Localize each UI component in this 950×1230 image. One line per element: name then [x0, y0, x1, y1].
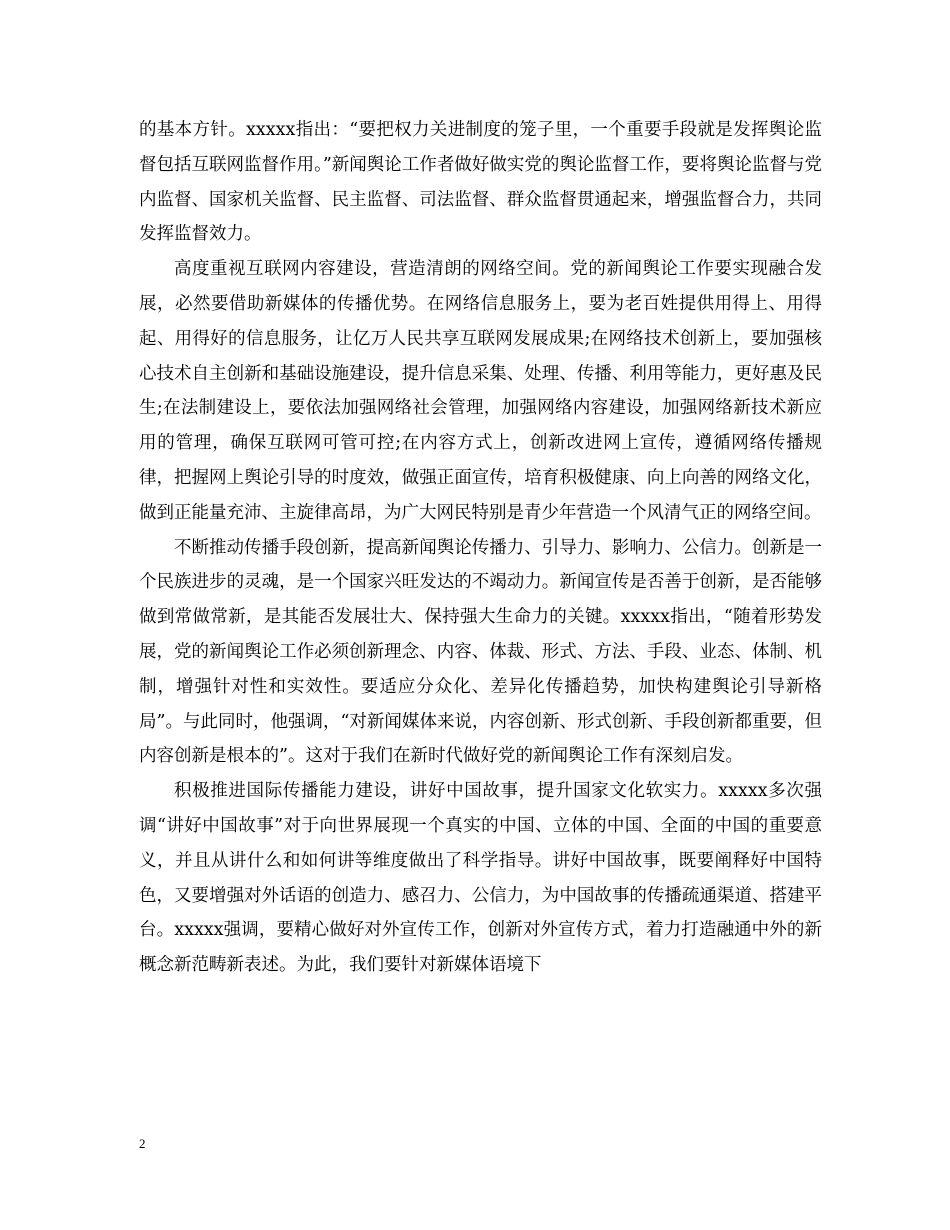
document-body [139, 113, 822, 983]
paragraph-1: 的基本方针。xxxxx指出：“要把权力关进制度的笼子里，一个重要手段就是发挥舆论监督包括互联网监督作用。”新闻舆论工作者做好做实党的舆论监督工作，要将舆论监督与党内监督、国家机关监督、民主监督、司法监督、群众监督贯通起来，增强监督合力，共同发挥监督效力。 [139, 120, 822, 245]
paragraph-4: 积极推进国际传播能力建设，讲好中国故事，提升国家文化软实力。xxxxx多次强调“讲好中国故事”对于向世界展现一个真实的中国、立体的中国、全面的中国的重要意义，并且从讲什么和如何讲等维度做出了科学指导。讲好中国故事，既要阐释好中国特色，又要增强对外话语的创造力、感召力、公信力，为中国故事的传播疏通渠道、搭建平台。xxxxx强调，要精心做好对外宣传工作，创新对外宣传方式，着力打造融通中外的新概念新范畴新表述。为此，我们要针对新媒体语境下 [139, 781, 822, 976]
paragraph-3: 不断推动传播手段创新，提高新闻舆论传播力、引导力、影响力、公信力。创新是一个民族进步的灵魂，是一个国家兴旺发达的不竭动力。新闻宣传是否善于创新，是否能够做到常做常新，是其能否发展壮大、保持强大生命力的关键。xxxxx指出，“随着形势发展，党的新闻舆论工作必须创新理念、内容、体裁、形式、方法、手段、业态、体制、机制，增强针对性和实效性。要适应分众化、差异化传播趋势，加快构建舆论引导新格局”。与此同时，他强调，“对新闻媒体来说，内容创新、形式创新、手段创新都重要，但内容创新是根本的”。这对于我们在新时代做好党的新闻舆论工作有深刻启发。 [139, 537, 822, 767]
page-number: 2 [139, 1136, 146, 1151]
paragraph-2: 高度重视互联网内容建设，营造清朗的网络空间。党的新闻舆论工作要实现融合发展，必然要借助新媒体的传播优势。在网络信息服务上，要为老百姓提供用得上、用得起、用得好的信息服务，让亿万人民共享互联网发展成果;在网络技术创新上，要加强核心技术自主创新和基础设施建设，提升信息采集、处理、传播、利用等能力，更好惠及民生;在法制建设上，要依法加强网络社会管理，加强网络内容建设，加强网络新技术新应用的管理，确保互联网可管可控;在内容方式上，创新改进网上宣传，遵循网络传播规律，把握网上舆论引导的时度效，做强正面宣传，培育积极健康、向上向善的网络文化，做到正能量充沛、主旋律高昂，为广大网民特别是青少年营造一个风清气正的网络空间。 [139, 259, 822, 523]
